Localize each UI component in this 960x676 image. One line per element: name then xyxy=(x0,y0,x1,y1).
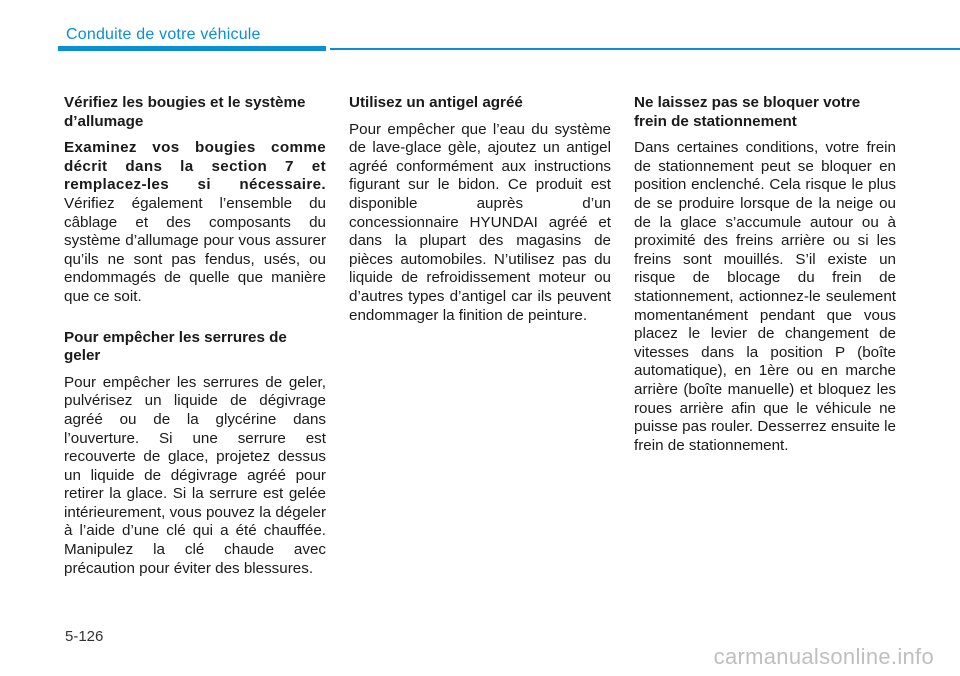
section-body-locks: Pour empêcher les serrures de geler, pulvérisez un liquide de dégivrage agréé ou de la glycérine dans l’ouverture. Si une serrure est recouverte de glace, projetez dessus un liquide de dégivrage agréé pour retirer la glace. Si la serrure est gelée intérieurement, vous pouvez la dégeler à l’aide d’une clé qui a été chauffée. Manipulez la clé chaude avec précaution pour éviter des blessures. xyxy=(64,373,326,577)
section-body-spark-plugs xyxy=(64,139,326,306)
chapter-title: Conduite de votre véhicule xyxy=(66,26,261,43)
watermark: carmanualsonline.info xyxy=(713,644,934,669)
column-3 xyxy=(634,94,896,455)
section-body-antifreeze: Pour empêcher que l’eau du système de lave-glace gèle, ajoutez un antigel agréé conformément aux instructions figurant sur le bidon. Ce produit est disponible auprès d’un concessionnaire HYUNDAI agréé et dans la plupart des magasins de pièces automobiles. N’utilisez pas du liquide de refroidissement moteur ou d’autres types d’antigel car ils peuvent endommager la finition de peinture. xyxy=(349,120,611,324)
header-rule-thin xyxy=(330,48,960,50)
section-heading-locks: Pour empêcher les serrures de geler xyxy=(64,328,287,365)
section-heading-parking-brake: Ne laissez pas se bloquer votre frein de stationnement xyxy=(634,94,861,130)
section-heading-antifreeze: Utilisez un antigel agréé xyxy=(349,94,523,111)
section-heading-spark-plugs: Vérifiez les bougies et le système d’allumage xyxy=(64,94,306,130)
section-body-parking-brake: Dans certaines conditions, votre frein de stationnement peut se bloquer en position enclenché. Cela risque le plus de se produire lorsque de la neige ou de la glace s’accumule autour ou à proximité des freins arrière ou si les freins sont mouillés. S’il existe un risque de blocage du frein de stationnement, actionnez-le seulement momentanément pendant que vous placez le levier de changement de vitesses dans la position P (boîte automatique), en 1ère ou en marche arrière (boîte manuelle) et bloquez les roues arrière afin que le véhicule ne puisse pas rouler. Desserrez ensuite le frein de stationnement. xyxy=(634,139,896,454)
body-text: Vérifiez également l’ensemble du câblage et des composants du système d’allumage pour vous assurer qu’ils ne sont pas fendus, usés, ou endommagés de quelle que manière que ce soit. xyxy=(64,194,326,305)
bold-instruction: Examinez vos bougies comme décrit dans la section 7 et remplacez-les si nécessaire. xyxy=(64,139,326,194)
column-1 xyxy=(64,94,326,578)
page-number: 5-126 xyxy=(65,628,104,645)
header-rule-thick xyxy=(58,46,326,51)
column-2 xyxy=(349,94,611,325)
